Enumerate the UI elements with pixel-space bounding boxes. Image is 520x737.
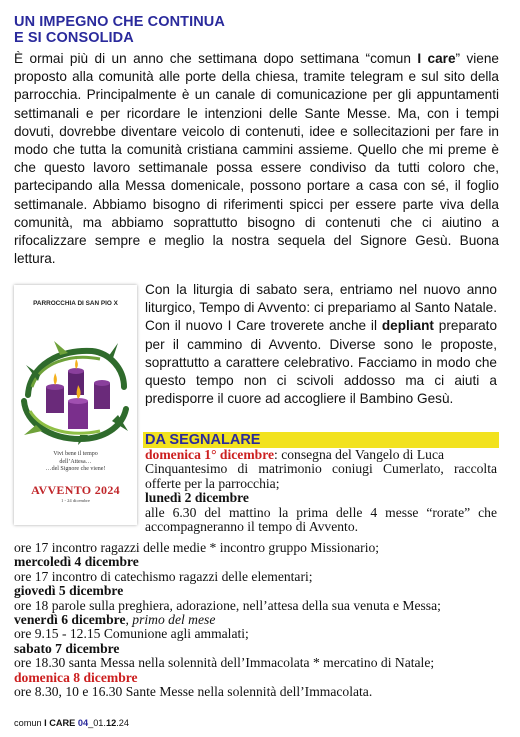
cover-title: AVVENTO 2024 bbox=[31, 483, 120, 497]
intro-paragraph bbox=[14, 50, 499, 268]
day-heading-6: sabato 7 dicembre bbox=[14, 640, 120, 656]
intro-text-start: È ormai più di un anno che settimana dopo settimana “comun bbox=[14, 51, 418, 66]
cover-dates: 1 - 24 dicembre bbox=[61, 498, 90, 503]
footer-month: 12 bbox=[105, 718, 117, 728]
day-heading-3: mercoledì 4 dicembre bbox=[14, 554, 139, 570]
cover-motto-line-2: dell’Attesa… bbox=[59, 458, 92, 465]
advent-brochure-cover bbox=[14, 285, 137, 525]
day-text-5: ore 9.15 - 12.15 Comunione agli ammalati; bbox=[14, 626, 249, 642]
day-text-4: ore 18 parole sulla preghiera, adorazione, nell’attesa della sua venuta e Messa; bbox=[14, 597, 441, 613]
day-heading-4: giovedì 5 dicembre bbox=[14, 583, 124, 599]
liturgy-text-rest: preparato per il cammino di Avvento. Diverse sono le proposte, soprattutto a carattere celebrativo. Facciamo in modo che questo tempo non ci scivoli addosso ma ci aiuti a predisporre il cuore ad accogliere il Bambino Gesù. bbox=[145, 318, 497, 407]
article-title bbox=[14, 14, 225, 46]
title-line-2: E SI CONSOLIDA bbox=[14, 30, 134, 46]
day-text-1: : consegna del Vangelo di Luca bbox=[274, 447, 445, 462]
footer-issue-number: 04 bbox=[77, 718, 89, 728]
schedule-top bbox=[145, 448, 497, 534]
day-heading-2: lunedì 2 dicembre bbox=[145, 490, 249, 506]
cover-motto bbox=[14, 451, 137, 474]
intro-brand: I care bbox=[417, 51, 456, 66]
day-text-2: alle 6.30 del mattino la prima delle 4 messe “rorate” che accompagneranno il tempo di Avvento. bbox=[145, 504, 497, 535]
footer-year: .24 bbox=[116, 718, 129, 728]
schedule-item-5 bbox=[14, 613, 504, 627]
day-heading-1: domenica 1° dicembre bbox=[145, 447, 275, 462]
schedule-item-1b: Cinquantesimo di matrimonio coniugi Cumerlato, raccolta offerte per la parrocchia; bbox=[145, 461, 497, 491]
intro-text-rest: ” viene proposto alla comunità alle porte della chiesa, tramite telegram e sul sito della parrocchia. Principalmente è un canale di comunicazione per gli appuntamenti settimanali e per ricordare le intenzioni delle Sante Messe. Ma, con i tempi dovuti, dovrebbe diventare veicolo di contenuti, idee e sollecitazioni per fare in modo che tutta la comunità cristiana cammini assieme. Quello che mi preme è che questo lavoro settimanale possa essere condiviso da tutti coloro che, partecipando alla Messa domenicale, possono portare a casa con sé, il foglio settimanale. Abbiamo bisogno di riferimenti spicci per essere parte viva della comunità, ma abbiamo soprattutto bisogno di contenuti che ci aiutino a rifocalizzare sempre e meglio la nostra sequela del Signore Gesù. Buona lettura. bbox=[14, 51, 499, 267]
day-text-7: ore 8.30, 10 e 16.30 Sante Messe nella solennità dell’Immacolata. bbox=[14, 684, 373, 700]
day-heading-7: domenica 8 dicembre bbox=[14, 669, 138, 685]
cover-parish-name: PARROCCHIA DI SAN PIO X bbox=[33, 300, 118, 307]
day-text-6: ore 18.30 santa Messa nella solennità dell’Immacolata * mercatino di Natale; bbox=[14, 655, 435, 671]
footer-date-start: _01. bbox=[88, 718, 106, 728]
schedule-item-1 bbox=[145, 448, 497, 462]
schedule-bottom bbox=[14, 541, 504, 699]
footer-brand: I CARE bbox=[44, 718, 76, 728]
day-heading-5: venerdì 6 dicembre bbox=[14, 612, 126, 628]
section-highlight-bar bbox=[143, 432, 499, 448]
advent-wreath-illustration bbox=[20, 335, 131, 447]
footer-prefix: comun bbox=[14, 718, 45, 728]
liturgy-bold-word: depliant bbox=[381, 318, 434, 334]
day-text-2b: ore 17 incontro ragazzi delle medie * incontro gruppo Missionario; bbox=[14, 540, 380, 555]
cover-motto-line-3: …del Signore che viene! bbox=[45, 466, 106, 472]
liturgy-paragraph bbox=[145, 281, 497, 408]
cover-motto-line-1: Vivi bene il tempo bbox=[53, 451, 98, 457]
section-heading: DA SEGNALARE bbox=[145, 432, 261, 448]
title-line-1: UN IMPEGNO CHE CONTINUA bbox=[14, 14, 225, 30]
page-footer bbox=[14, 718, 129, 728]
day-note-5: , primo del mese bbox=[125, 612, 216, 628]
day-text-3: ore 17 incontro di catechismo ragazzi delle elementari; bbox=[14, 568, 313, 584]
liturgy-text-start: Con la liturgia di sabato sera, entriamo nel nuovo anno liturgico, Tempo di Avvento: ci prepariamo al Santo Natale. Con il nuovo I Care troverete anche il bbox=[145, 282, 497, 334]
